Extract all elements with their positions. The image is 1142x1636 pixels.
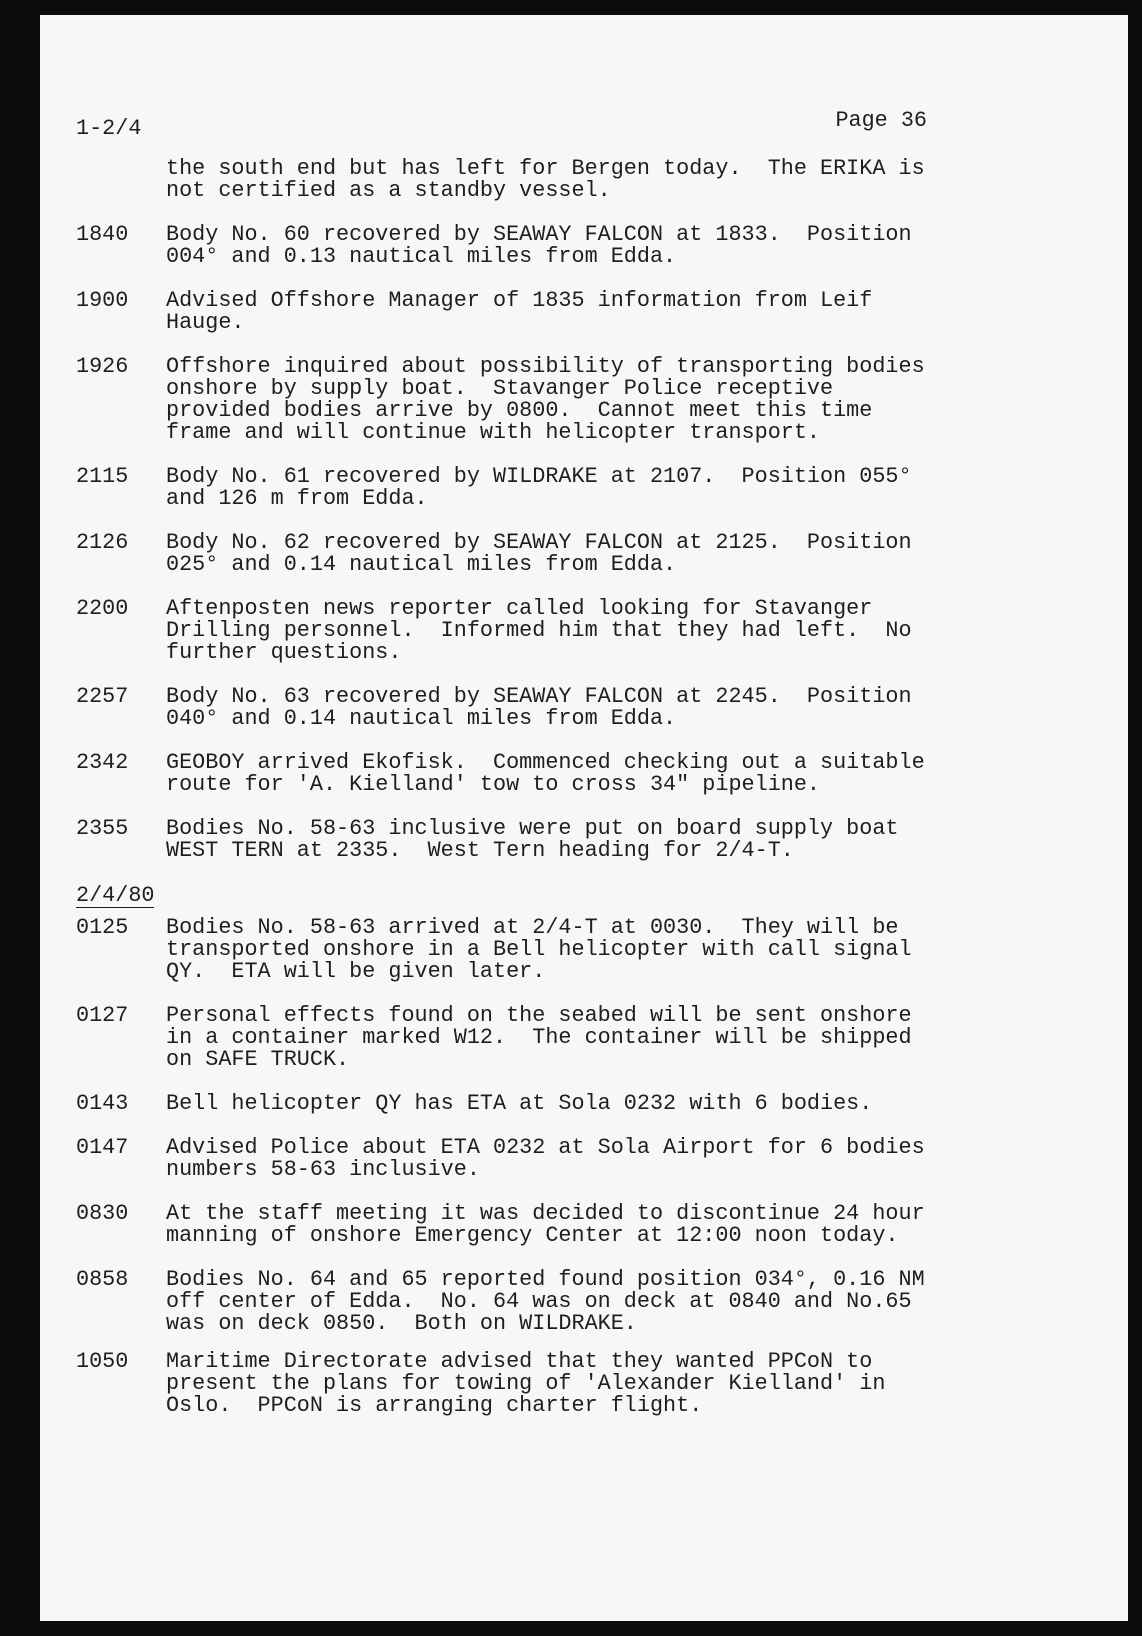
log-entry-text: and 126 m from Edda. [166, 486, 428, 511]
log-entry-text: Bodies No. 58-63 arrived at 2/4-T at 0030. They will be [166, 915, 899, 940]
log-entry-text: Body No. 61 recovered by WILDRAKE at 2107. Position 055° [166, 464, 912, 489]
log-entry-time: 0147 [76, 1135, 129, 1160]
log-entry-time: 1900 [76, 288, 129, 313]
log-entry-time: 1926 [76, 354, 129, 379]
log-entry-text: Bodies No. 64 and 65 reported found position 034°, 0.16 NM [166, 1267, 925, 1292]
log-entry-text: WEST TERN at 2335. West Tern heading for 2/4-T. [166, 838, 794, 863]
log-entry-text: on SAFE TRUCK. [166, 1047, 350, 1072]
log-entry-text: Hauge. [166, 310, 245, 335]
log-entry-time: 2126 [76, 530, 129, 555]
log-entry-text: Advised Offshore Manager of 1835 information from Leif [166, 288, 873, 313]
log-entry-time: 0143 [76, 1091, 129, 1116]
date-heading: 2/4/80 [76, 883, 155, 908]
log-entry-text: Personal effects found on the seabed will be sent onshore [166, 1003, 912, 1028]
log-entry-time: 0830 [76, 1201, 129, 1226]
log-entry-text: further questions. [166, 640, 402, 665]
log-entry-time: 1840 [76, 222, 129, 247]
log-entry-text: 040° and 0.14 nautical miles from Edda. [166, 706, 677, 731]
log-entry-text: off center of Edda. No. 64 was on deck at 0840 and No.65 [166, 1289, 912, 1314]
log-entry-text: manning of onshore Emergency Center at 12:00 noon today. [166, 1223, 899, 1248]
log-entry-text: route for 'A. Kielland' tow to cross 34" pipeline. [166, 772, 821, 797]
continuation-line: the south end but has left for Bergen today. The ERIKA is [166, 156, 925, 181]
log-entry-time: 0127 [76, 1003, 129, 1028]
log-entry-time: 2342 [76, 750, 129, 775]
log-entry-text: was on deck 0850. Both on WILDRAKE. [166, 1311, 637, 1336]
log-entry-text: 004° and 0.13 nautical miles from Edda. [166, 244, 677, 269]
log-entry-text: Body No. 62 recovered by SEAWAY FALCON at 2125. Position [166, 530, 912, 555]
log-entry-text: GEOBOY arrived Ekofisk. Commenced checking out a suitable [166, 750, 925, 775]
log-entry-text: 025° and 0.14 nautical miles from Edda. [166, 552, 677, 577]
log-entry-text: QY. ETA will be given later. [166, 959, 546, 984]
log-entry-text: provided bodies arrive by 0800. Cannot meet this time [166, 398, 873, 423]
log-entry-text: Body No. 60 recovered by SEAWAY FALCON at 1833. Position [166, 222, 912, 247]
log-entry-text: Bell helicopter QY has ETA at Sola 0232 with 6 bodies. [166, 1091, 873, 1116]
log-entry-text: onshore by supply boat. Stavanger Police receptive [166, 376, 834, 401]
log-entry-text: Advised Police about ETA 0232 at Sola Airport for 6 bodies [166, 1135, 925, 1160]
log-entry-time: 0858 [76, 1267, 129, 1292]
log-entry-text: Oslo. PPCoN is arranging charter flight. [166, 1393, 703, 1418]
log-entry-text: At the staff meeting it was decided to discontinue 24 hour [166, 1201, 925, 1226]
log-entry-text: transported onshore in a Bell helicopter with call signal [166, 937, 912, 962]
page-number: Page 36 [835, 108, 927, 133]
log-entry-text: Body No. 63 recovered by SEAWAY FALCON at 2245. Position [166, 684, 912, 709]
continuation-line: not certified as a standby vessel. [166, 178, 611, 203]
log-entry-text: present the plans for towing of 'Alexander Kielland' in [166, 1371, 886, 1396]
log-entry-text: Offshore inquired about possibility of transporting bodies [166, 354, 925, 379]
log-entry-time: 1050 [76, 1349, 129, 1374]
log-entry-time: 2355 [76, 816, 129, 841]
log-entry-time: 2115 [76, 464, 129, 489]
log-entry-time: 2200 [76, 596, 129, 621]
section-reference: 1-2/4 [76, 116, 142, 141]
log-entry-text: Maritime Directorate advised that they wanted PPCoN to [166, 1349, 873, 1374]
log-entry-time: 0125 [76, 915, 129, 940]
log-entry-text: Drilling personnel. Informed him that they had left. No [166, 618, 912, 643]
log-entry-time: 2257 [76, 684, 129, 709]
log-entry-text: in a container marked W12. The container will be shipped [166, 1025, 912, 1050]
log-entry-text: Bodies No. 58-63 inclusive were put on board supply boat [166, 816, 899, 841]
log-entry-text: frame and will continue with helicopter transport. [166, 420, 821, 445]
log-entry-text: Aftenposten news reporter called looking for Stavanger [166, 596, 873, 621]
log-entry-text: numbers 58-63 inclusive. [166, 1157, 480, 1182]
